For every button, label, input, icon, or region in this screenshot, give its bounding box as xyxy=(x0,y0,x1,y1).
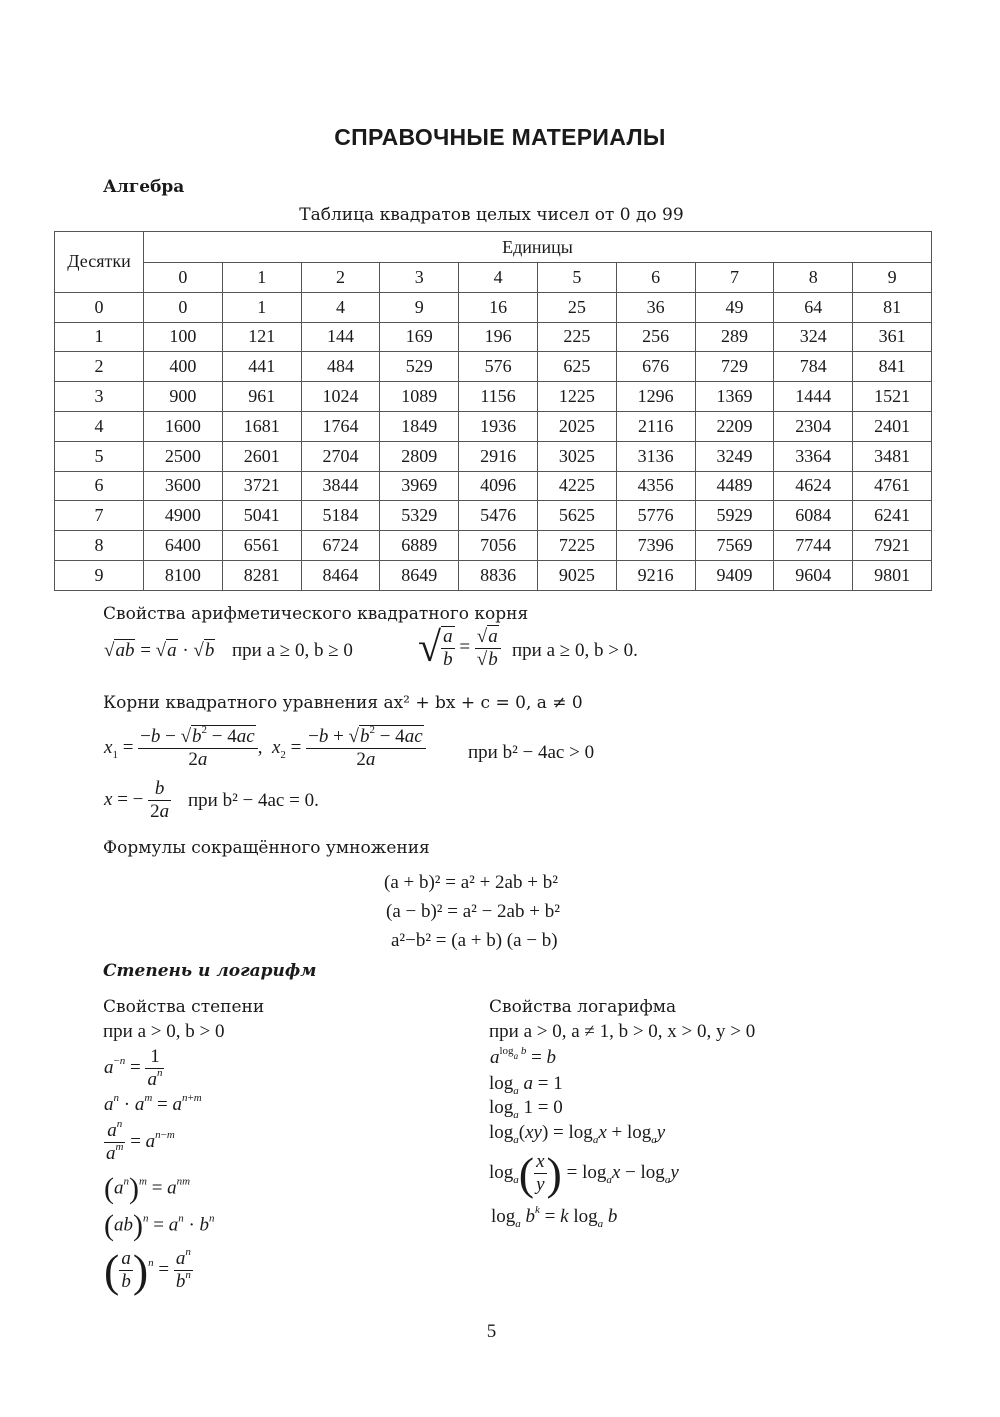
square-cell: 3600 xyxy=(144,471,223,501)
square-cell: 3364 xyxy=(774,441,853,471)
square-cell: 4489 xyxy=(695,471,774,501)
log-props-heading: Свойства логарифма xyxy=(489,997,677,1017)
square-cell: 289 xyxy=(695,322,774,352)
square-cell: 8649 xyxy=(380,560,459,590)
squares-table xyxy=(54,231,932,591)
unit-header-cell: 2 xyxy=(301,263,380,293)
table-row xyxy=(55,352,932,382)
square-cell: 2500 xyxy=(144,441,223,471)
square-cell: 5041 xyxy=(222,501,301,531)
quadratic-roots-condition: при b² − 4ac > 0 xyxy=(468,742,595,763)
square-cell: 3249 xyxy=(695,441,774,471)
square-cell: 5929 xyxy=(695,501,774,531)
square-cell: 144 xyxy=(301,322,380,352)
table-caption: Таблица квадратов целых чисел от 0 до 99 xyxy=(299,205,684,225)
square-cell: 0 xyxy=(144,292,223,322)
square-cell: 1444 xyxy=(774,382,853,412)
table-header-row xyxy=(55,232,932,263)
square-cell: 2025 xyxy=(537,411,616,441)
log-formula-identity: $a^{log_a b} = b$ xyxy=(490,1045,557,1068)
quadratic-single-root-formula: x = − $\frac{b}{2a}$ xyxy=(104,778,170,822)
sqrt-product-formula: √ab = √a · √b xyxy=(104,640,215,661)
square-cell: 676 xyxy=(616,352,695,382)
square-cell: 3025 xyxy=(537,441,616,471)
square-cell: 2401 xyxy=(853,411,932,441)
square-cell: 6561 xyxy=(222,531,301,561)
square-cell: 2601 xyxy=(222,441,301,471)
power-formula-product-power: $(ab)^n = a^n \cdot b^n$ xyxy=(104,1209,215,1242)
power-props-condition: при a > 0, b > 0 xyxy=(103,1021,225,1042)
table-row xyxy=(55,411,932,441)
unit-header-cell: 8 xyxy=(774,263,853,293)
square-cell: 729 xyxy=(695,352,774,382)
abbrev-formula-3: a²−b² = (a + b) (a − b) xyxy=(391,930,558,951)
square-cell: 961 xyxy=(222,382,301,412)
square-cell: 2809 xyxy=(380,441,459,471)
unit-header-cell: 9 xyxy=(853,263,932,293)
square-cell: 1225 xyxy=(537,382,616,412)
square-cell: 2304 xyxy=(774,411,853,441)
power-formula-power: $(a^n)^m = a^{nm}$ xyxy=(104,1172,191,1205)
square-cell: 5476 xyxy=(459,501,538,531)
tens-cell: 8 xyxy=(55,531,144,561)
square-cell: 3844 xyxy=(301,471,380,501)
table-row xyxy=(55,560,932,590)
square-cell: 4900 xyxy=(144,501,223,531)
tens-cell: 7 xyxy=(55,501,144,531)
power-formula-quotient: $\frac{a^n}{a^m}$ = $a^{n-m}$ xyxy=(106,1118,175,1164)
square-cell: 8836 xyxy=(459,560,538,590)
log-formula-quotient: $\log_a$( $\frac{x}{y}$ ) = $\log_ax - \log_ay$ xyxy=(489,1148,679,1199)
square-cell: 8100 xyxy=(144,560,223,590)
square-cell: 7225 xyxy=(537,531,616,561)
square-cell: 8464 xyxy=(301,560,380,590)
unit-header-cell: 0 xyxy=(144,263,223,293)
square-cell: 9216 xyxy=(616,560,695,590)
tens-cell: 0 xyxy=(55,292,144,322)
units-row xyxy=(55,263,932,293)
square-cell: 529 xyxy=(380,352,459,382)
quadratic-heading-text: Корни квадратного уравнения ax² + bx + c = 0, a ≠ 0 xyxy=(103,693,583,713)
square-cell: 5184 xyxy=(301,501,380,531)
square-cell: 4 xyxy=(301,292,380,322)
square-cell: 100 xyxy=(144,322,223,352)
tens-cell: 2 xyxy=(55,352,144,382)
square-cell: 6241 xyxy=(853,501,932,531)
table-row xyxy=(55,471,932,501)
square-cell: 2704 xyxy=(301,441,380,471)
power-formula-fraction-power: ( $\frac{a}{b}$ )$^n$ = $\frac{a^n}{b^n}$ xyxy=(104,1245,191,1296)
power-formula-negative: $a^{-n}$ = $\frac{1}{a^n}$ xyxy=(104,1046,163,1090)
unit-header-cell: 5 xyxy=(537,263,616,293)
square-cell: 36 xyxy=(616,292,695,322)
square-cell: 1849 xyxy=(380,411,459,441)
log-formula-one: $\log_a 1 = 0$ xyxy=(489,1097,563,1121)
abbrev-heading: Формулы сокращённого умножения xyxy=(103,838,430,858)
square-cell: 324 xyxy=(774,322,853,352)
square-cell: 6084 xyxy=(774,501,853,531)
square-cell: 7569 xyxy=(695,531,774,561)
square-cell: 1764 xyxy=(301,411,380,441)
square-cell: 4225 xyxy=(537,471,616,501)
square-cell: 25 xyxy=(537,292,616,322)
square-cell: 7396 xyxy=(616,531,695,561)
log-formula-product: $\log_a(xy) = \log_ax + \log_ay$ xyxy=(489,1122,666,1146)
table-row xyxy=(55,501,932,531)
square-cell: 8281 xyxy=(222,560,301,590)
square-cell: 225 xyxy=(537,322,616,352)
square-cell: 4096 xyxy=(459,471,538,501)
abbrev-formula-1: (a + b)² = a² + 2ab + b² xyxy=(384,872,558,893)
log-props-condition: при a > 0, a ≠ 1, b > 0, x > 0, y > 0 xyxy=(489,1021,756,1042)
square-cell: 9801 xyxy=(853,560,932,590)
log-formula-base: $\log_a a = 1$ xyxy=(489,1073,563,1097)
square-cell: 4624 xyxy=(774,471,853,501)
square-cell: 7921 xyxy=(853,531,932,561)
square-cell: 16 xyxy=(459,292,538,322)
unit-header-cell: 4 xyxy=(459,263,538,293)
unit-header-cell: 6 xyxy=(616,263,695,293)
quadratic-single-root-condition: при b² − 4ac = 0. xyxy=(188,790,319,811)
quadratic-roots-formula: $x_1$ = $\frac{-b - √b^2 - 4ac}{2a}$ , $x_2$ = $\frac{-b + √b^2 - 4ac}{2a}$ xyxy=(104,727,426,770)
tens-cell: 5 xyxy=(55,441,144,471)
col-header-cell: Единицы xyxy=(144,232,932,263)
square-cell: 841 xyxy=(853,352,932,382)
section-algebra: Алгебра xyxy=(103,177,185,197)
tens-cell: 6 xyxy=(55,471,144,501)
sqrt-quotient-condition: при a ≥ 0, b > 0. xyxy=(512,640,638,661)
square-cell: 169 xyxy=(380,322,459,352)
square-cell: 7056 xyxy=(459,531,538,561)
square-cell: 2116 xyxy=(616,411,695,441)
square-cell: 1600 xyxy=(144,411,223,441)
square-cell: 256 xyxy=(616,322,695,352)
square-cell: 1089 xyxy=(380,382,459,412)
square-cell: 361 xyxy=(853,322,932,352)
square-cell: 1024 xyxy=(301,382,380,412)
square-cell: 3969 xyxy=(380,471,459,501)
square-cell: 1681 xyxy=(222,411,301,441)
square-cell: 1 xyxy=(222,292,301,322)
power-formula-product: $a^n \cdot a^m = a^{n+m}$ xyxy=(104,1092,202,1115)
square-cell: 4761 xyxy=(853,471,932,501)
table-row xyxy=(55,292,932,322)
square-cell: 441 xyxy=(222,352,301,382)
square-cell: 9604 xyxy=(774,560,853,590)
square-cell: 5776 xyxy=(616,501,695,531)
quadratic-heading xyxy=(103,693,583,713)
tens-cell: 1 xyxy=(55,322,144,352)
table-row xyxy=(55,531,932,561)
square-cell: 9409 xyxy=(695,560,774,590)
tens-cell: 3 xyxy=(55,382,144,412)
square-cell: 6889 xyxy=(380,531,459,561)
tens-cell: 9 xyxy=(55,560,144,590)
square-cell: 81 xyxy=(853,292,932,322)
square-cell: 6400 xyxy=(144,531,223,561)
sqrt-product-condition: при a ≥ 0, b ≥ 0 xyxy=(232,640,353,661)
square-cell: 2209 xyxy=(695,411,774,441)
square-cell: 5625 xyxy=(537,501,616,531)
unit-header-cell: 7 xyxy=(695,263,774,293)
square-cell: 3721 xyxy=(222,471,301,501)
sqrt-props-heading: Свойства арифметического квадратного корня xyxy=(103,604,529,624)
square-cell: 784 xyxy=(774,352,853,382)
table-row xyxy=(55,441,932,471)
log-formula-power: $\log_a b^k = k$ $\log_a b$ xyxy=(491,1204,618,1230)
square-cell: 6724 xyxy=(301,531,380,561)
square-cell: 9 xyxy=(380,292,459,322)
row-header-cell: Десятки xyxy=(55,232,144,293)
square-cell: 576 xyxy=(459,352,538,382)
tens-cell: 4 xyxy=(55,411,144,441)
square-cell: 1521 xyxy=(853,382,932,412)
page-number: 5 xyxy=(486,1321,497,1342)
unit-header-cell: 1 xyxy=(222,263,301,293)
square-cell: 64 xyxy=(774,292,853,322)
square-cell: 484 xyxy=(301,352,380,382)
power-props-heading: Свойства степени xyxy=(103,997,265,1017)
square-cell: 4356 xyxy=(616,471,695,501)
sqrt-quotient-formula: √ $\frac{a}{b}$ = $\frac{√a}{√b}$ xyxy=(418,624,501,672)
square-cell: 9025 xyxy=(537,560,616,590)
square-cell: 49 xyxy=(695,292,774,322)
square-cell: 2916 xyxy=(459,441,538,471)
square-cell: 3136 xyxy=(616,441,695,471)
square-cell: 1936 xyxy=(459,411,538,441)
square-cell: 625 xyxy=(537,352,616,382)
square-cell: 1296 xyxy=(616,382,695,412)
table-row xyxy=(55,382,932,412)
abbrev-formula-2: (a − b)² = a² − 2ab + b² xyxy=(386,901,560,922)
table-body xyxy=(55,292,932,590)
table-row xyxy=(55,322,932,352)
square-cell: 400 xyxy=(144,352,223,382)
square-cell: 3481 xyxy=(853,441,932,471)
square-cell: 1369 xyxy=(695,382,774,412)
square-cell: 5329 xyxy=(380,501,459,531)
page-title: СПРАВОЧНЫЕ МАТЕРИАЛЫ xyxy=(334,124,666,150)
square-cell: 121 xyxy=(222,322,301,352)
unit-header-cell: 3 xyxy=(380,263,459,293)
square-cell: 7744 xyxy=(774,531,853,561)
square-cell: 1156 xyxy=(459,382,538,412)
square-cell: 196 xyxy=(459,322,538,352)
square-cell: 900 xyxy=(144,382,223,412)
section-power-log: Степень и логарифм xyxy=(103,961,317,981)
